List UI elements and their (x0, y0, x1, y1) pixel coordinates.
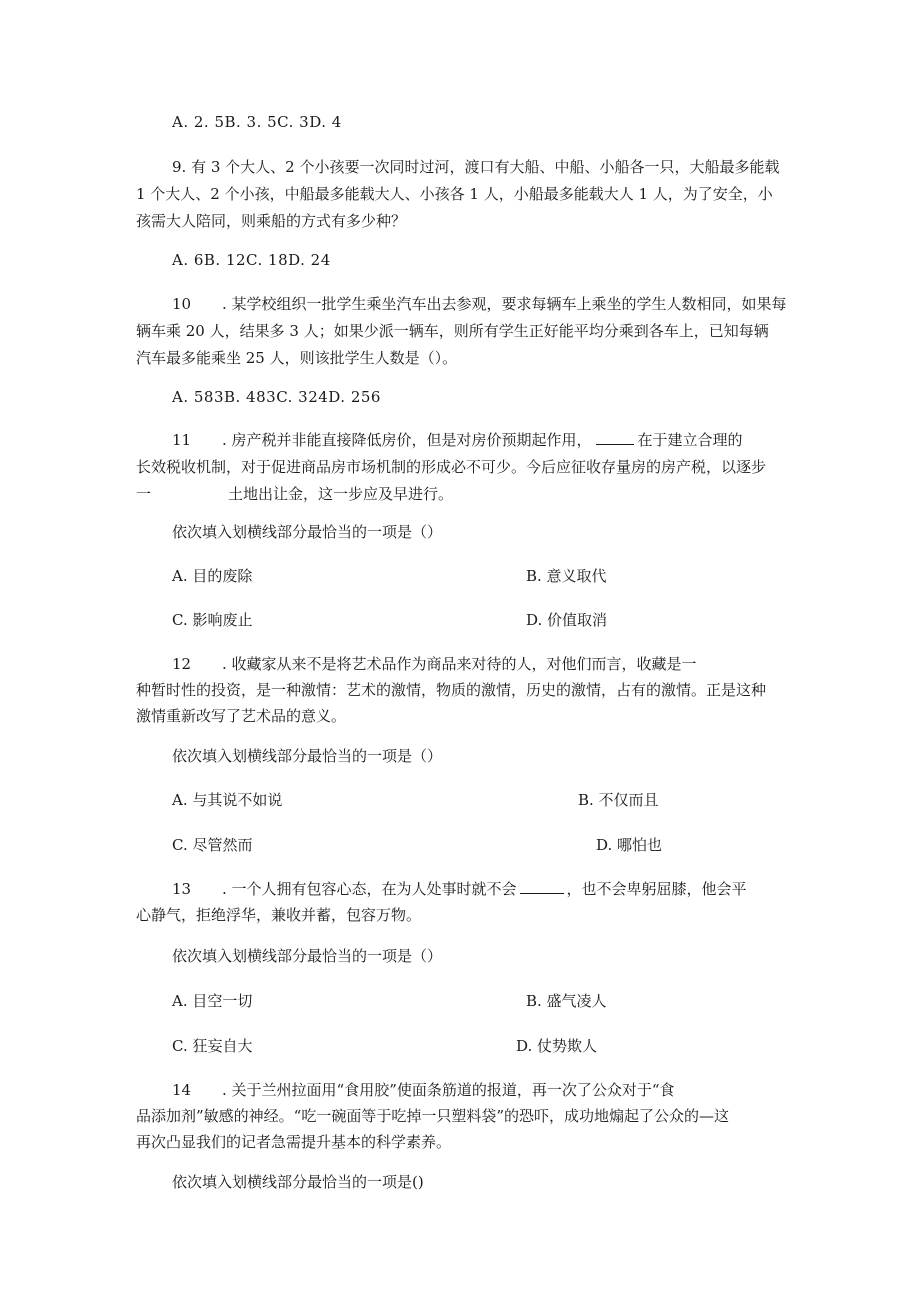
q12-line-1: . 收藏家从来不是将艺术品作为商品来对待的人，对他们而言，收藏是一 (222, 655, 697, 673)
q11-option-b: B. 意义取代 (526, 567, 607, 585)
q14-number: 14 (172, 1081, 192, 1099)
q13-option-b: B. 盛气凌人 (526, 992, 607, 1010)
q13-option-a: A. 目空一切 (172, 992, 253, 1010)
q12-number: 12 (172, 655, 192, 673)
q12-option-b: B. 不仅而且 (578, 791, 659, 809)
q13-blank (520, 879, 564, 894)
q10-line-1: . 某学校组织一批学生乘坐汽车出去参观，要求每辆车上乘坐的学生人数相同，如果每 (222, 295, 787, 313)
q11-line-3-end: 土地出让金，这一步应及早进行。 (228, 485, 454, 503)
q13-line-1 (222, 879, 747, 899)
q11-option-c: C. 影响废止 (172, 611, 253, 629)
q14-line-2: 品添加剂”敏感的神经。“吃一碗面等于吃掉一只塑料袋”的恐吓，成功地煽起了公众的—这 (136, 1107, 730, 1125)
q14-line-1: . 关于兰州拉面用“食用胶”使面条筋道的报道，再一次了公众对于“食 (222, 1081, 675, 1099)
q11-prompt: 依次填入划横线部分最恰当的一项是（） (172, 523, 443, 541)
q10-line-3: 汽车最多能乘坐 25 人，则该批学生人数是（）。 (136, 349, 458, 367)
q14-prompt: 依次填入划横线部分最恰当的一项是() (172, 1173, 424, 1191)
q10-options: A. 583B. 483C. 324D. 256 (172, 388, 381, 406)
q13-line-1-end: ，也不会卑躬屈膝，他会平 (566, 880, 747, 898)
q9-options: A. 6B. 12C. 18D. 24 (172, 251, 331, 269)
q11-number: 11 (172, 431, 192, 449)
q11-blank-1 (596, 430, 634, 445)
q12-option-c: C. 尽管然而 (172, 836, 253, 854)
q13-line-2: 心静气，拒绝浮华，兼收并蓄，包容万物。 (136, 906, 422, 924)
q10-line-2: 辆车乘 20 人，结果多 3 人；如果少派一辆车，则所有学生正好能平均分乘到各车上，已知每辆 (136, 322, 769, 340)
q12-line-3: 激情重新改写了艺术品的意义。 (136, 707, 347, 725)
q9-line-2: 1 个大人、2 个小孩，中船最多能载大人、小孩各 1 人，小船最多能载大人 1 人，为了安全，小 (136, 185, 773, 203)
q11-line-3-start: 一 (136, 485, 152, 503)
q9-line-1: 9. 有 3 个大人、2 个小孩要一次同时过河，渡口有大船、中船、小船各一只，大船最多能载 (172, 158, 780, 176)
q12-line-2: 种暂时性的投资，是一种激情：艺术的激情，物质的激情，历史的激情，占有的激情。正是这种 (136, 681, 767, 699)
q11-line-1-end: 在于建立合理的 (637, 431, 743, 449)
q9-line-3: 孩需大人陪同，则乘船的方式有多少种？ (136, 212, 407, 230)
q11-option-d: D. 价值取消 (526, 611, 608, 629)
q13-option-d: D. 仗势欺人 (516, 1037, 598, 1055)
q11-line-1 (222, 430, 743, 450)
q13-prompt: 依次填入划横线部分最恰当的一项是（） (172, 947, 443, 965)
q12-prompt: 依次填入划横线部分最恰当的一项是（） (172, 747, 443, 765)
q12-option-d: D. 哪怕也 (596, 836, 663, 854)
q8-options: A. 2. 5B. 3. 5C. 3D. 4 (172, 113, 342, 131)
q13-line-1-start: . 一个人拥有包容心态，在为人处事时就不会 (222, 880, 517, 898)
q11-option-a: A. 目的废除 (172, 567, 253, 585)
q10-number: 10 (172, 295, 192, 313)
q12-option-a: A. 与其说不如说 (172, 791, 283, 809)
q13-option-c: C. 狂妄自大 (172, 1037, 253, 1055)
q13-number: 13 (172, 880, 192, 898)
q14-line-3: 再次凸显我们的记者急需提升基本的科学素养。 (136, 1133, 452, 1151)
q11-line-1-start: . 房产税并非能直接降低房价，但是对房价预期起作用， (222, 431, 592, 449)
q11-line-2: 长效税收机制，对于促进商品房市场机制的形成必不可少。今后应征收存量房的房产税，以逐步 (136, 458, 767, 476)
